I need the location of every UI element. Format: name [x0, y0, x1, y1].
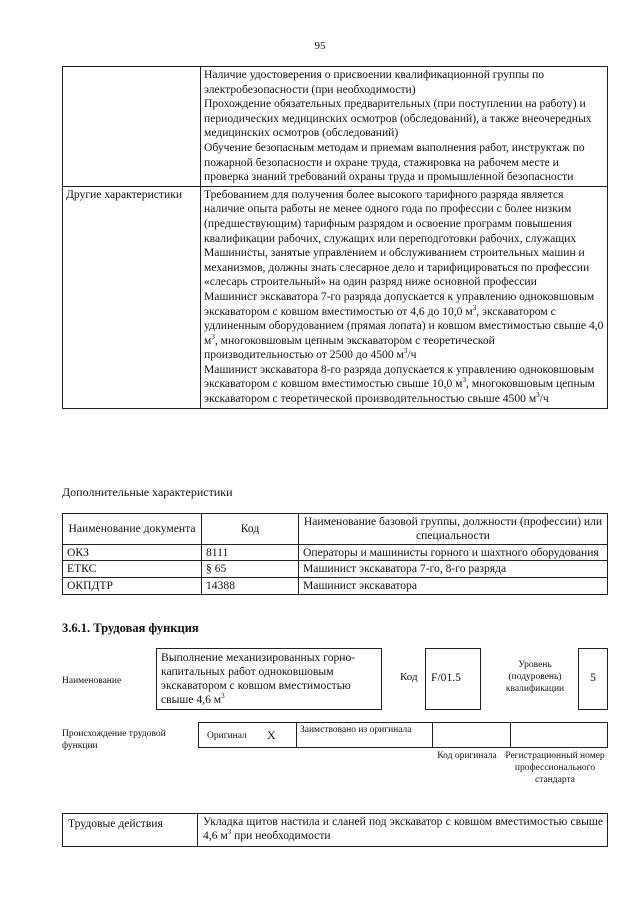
divider — [197, 814, 198, 846]
registration-label: Регистрационный номер профессионального стандарта — [505, 751, 605, 785]
column-header: Наименование базовой группы, должности (профессии) или специальности — [299, 514, 608, 545]
table-cell: 14388 — [202, 578, 299, 595]
page-number: 95 — [314, 40, 326, 52]
other-paragraph: Требованием для получения более высокого тарифного разряда является наличие опыта работы не менее одного года по профессии с более низким (предшествующим) тарифным разрядом и освоение программ повышения квалификации рабочих, служащих или переподготовки рабочих, служащих — [204, 187, 577, 245]
superscript: 3 — [462, 376, 467, 385]
text: , многоковшовым цепным экскаватором с теоретической производительностью свыше 4500 м — [204, 377, 595, 406]
text: , многоковшовым цепным экскаватором с теоретической производительностью от 2500 до 4500 м — [204, 333, 495, 362]
table-row — [63, 186, 608, 408]
column-header: Код — [202, 514, 299, 545]
divider — [432, 723, 433, 747]
function-name — [156, 648, 382, 710]
table-row — [63, 561, 608, 578]
text: Машинист экскаватора 7-го разряда допускается к управлению одноковшовым экскаватором с ковшом вместимостью от 4,6 до 10,0 м — [204, 289, 595, 318]
requirement-line: Обучение безопасным методам и приемам выполнения работ, инструктаж по пожарной безопасности и охране труда, стажировка на рабочем месте и проверка знаний требований охраны труда и промышленной безопасности — [204, 140, 585, 184]
original-label: Оригинал — [207, 731, 247, 741]
table-row — [63, 544, 608, 561]
table-cell: ОКЗ — [63, 544, 202, 561]
table-cell: Машинист экскаватора 7-го, 8-го разряда — [299, 561, 608, 578]
additional-table — [62, 513, 608, 595]
original-mark: X — [267, 728, 276, 742]
text: /ч — [407, 348, 417, 362]
column-header: Наименование документа — [63, 514, 202, 545]
actions-row — [62, 813, 608, 847]
other-paragraph: Машинисты, занятые управлением и обслуживанием строительных машин и механизмов, должны знать слесарное дело и тарифицироваться по профессии «слесарь строительный» на один разряд ниже основной профессии — [204, 246, 590, 289]
table-cell: 8111 — [202, 544, 299, 561]
text: Машинист экскаватора 8-го разряда допускается к управлению одноковшовым экскаватором с ковшом вместимостью свыше 10,0 м — [204, 362, 595, 391]
actions-label: Трудовые действия — [68, 817, 163, 830]
text: при необходимости — [231, 829, 331, 842]
row-label — [63, 67, 201, 187]
table-cell: Операторы и машинисты горного и шахтного оборудования — [299, 544, 608, 561]
superscript: 3 — [227, 828, 232, 837]
row-content — [201, 186, 608, 408]
text: , экскаватором с удлиненным оборудованием (прямая лопата) и ковшом вместимостью свыше 4,0 м — [204, 304, 604, 347]
superscript: 3 — [221, 692, 225, 701]
text: Выполнение механизированных горно-капитальных работ одноковшовым экскаватором с ковшом вместимостью свыше 4,6 м — [161, 651, 356, 706]
origin-label: Происхождение трудовой функции — [62, 729, 166, 751]
original-cell — [199, 723, 297, 747]
qualification-level: 5 — [578, 648, 608, 710]
row-label: Другие характеристики — [63, 186, 201, 408]
table-row — [63, 578, 608, 595]
text: /ч — [539, 392, 549, 406]
function-heading: 3.6.1. Трудовая функция — [62, 621, 199, 635]
requirement-line: Наличие удостоверения о присвоении квалификационной группы по электробезопасности (при необходимости) — [204, 68, 545, 96]
code-label: Код — [400, 671, 418, 683]
row-content — [201, 67, 608, 187]
table-cell: ОКПДТР — [63, 578, 202, 595]
table-header — [63, 514, 608, 545]
superscript: 3 — [211, 332, 215, 341]
table-cell: ЕТКС — [63, 561, 202, 578]
borrowed-label: Заимствовано из оригинала — [300, 725, 412, 735]
actions-value — [203, 815, 603, 843]
superscript: 3 — [536, 391, 540, 400]
text: Укладка щитов настила и сланей под экскаватор с ковшом вместимостью свыше 4,6 м — [203, 815, 603, 842]
superscript: 3 — [403, 347, 408, 356]
section-heading: Дополнительные характеристики — [62, 485, 233, 499]
table-cell: § 65 — [202, 561, 299, 578]
code-original-label: Код оригинала — [437, 751, 497, 761]
function-code: F/01.5 — [425, 648, 481, 710]
requirements-table — [62, 66, 608, 409]
divider — [510, 723, 511, 747]
other-paragraph — [204, 363, 604, 407]
level-label: Уровень (подуровень) квалификации — [505, 660, 565, 694]
name-label: Наименование — [62, 676, 122, 686]
requirement-line: Прохождение обязательных предварительных (при поступлении на работу) и периодических медицинских осмотров (обследований), а также внеочередных медицинских осмотров (обследований) — [204, 97, 592, 140]
other-paragraph — [204, 290, 604, 363]
table-row — [63, 67, 608, 187]
origin-row — [198, 722, 608, 748]
superscript: 3 — [472, 303, 477, 312]
table-cell: Машинист экскаватора — [299, 578, 608, 595]
